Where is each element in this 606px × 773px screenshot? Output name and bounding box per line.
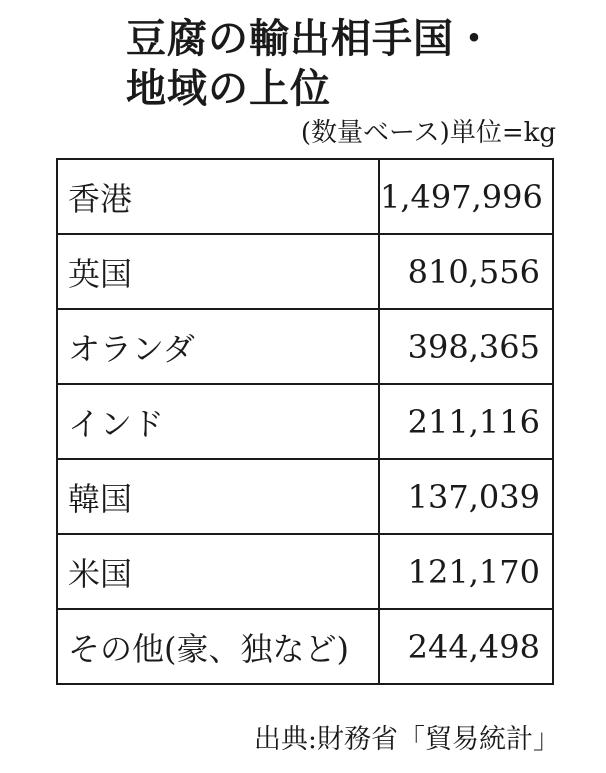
unit-note: (数量ベース)単位=kg [300, 118, 556, 148]
table-row [57, 234, 553, 309]
table-row [57, 309, 553, 384]
table-row [57, 384, 553, 459]
export-quantity: 244,498 [379, 609, 553, 684]
table-row [57, 459, 553, 534]
country-name: 香港 [57, 159, 379, 234]
export-quantity: 1,497,996 [379, 159, 553, 234]
country-name: オランダ [57, 309, 379, 384]
export-quantity: 137,039 [379, 459, 553, 534]
table-row [57, 609, 553, 684]
country-name: その他(豪、独など) [57, 609, 379, 684]
country-name: インド [57, 384, 379, 459]
export-quantity: 211,116 [379, 384, 553, 459]
table-row [57, 159, 553, 234]
export-quantity: 810,556 [379, 234, 553, 309]
chart-title-line-2: 地域の上位 [126, 66, 331, 112]
export-table [56, 158, 554, 685]
source-note: 出典:財務省「貿易統計」 [253, 724, 560, 755]
table-row [57, 534, 553, 609]
country-name: 米国 [57, 534, 379, 609]
chart-title [126, 14, 495, 114]
chart-title-line-1: 豆腐の輸出相手国・ [126, 16, 495, 62]
country-name: 英国 [57, 234, 379, 309]
export-quantity: 121,170 [379, 534, 553, 609]
export-quantity: 398,365 [379, 309, 553, 384]
country-name: 韓国 [57, 459, 379, 534]
